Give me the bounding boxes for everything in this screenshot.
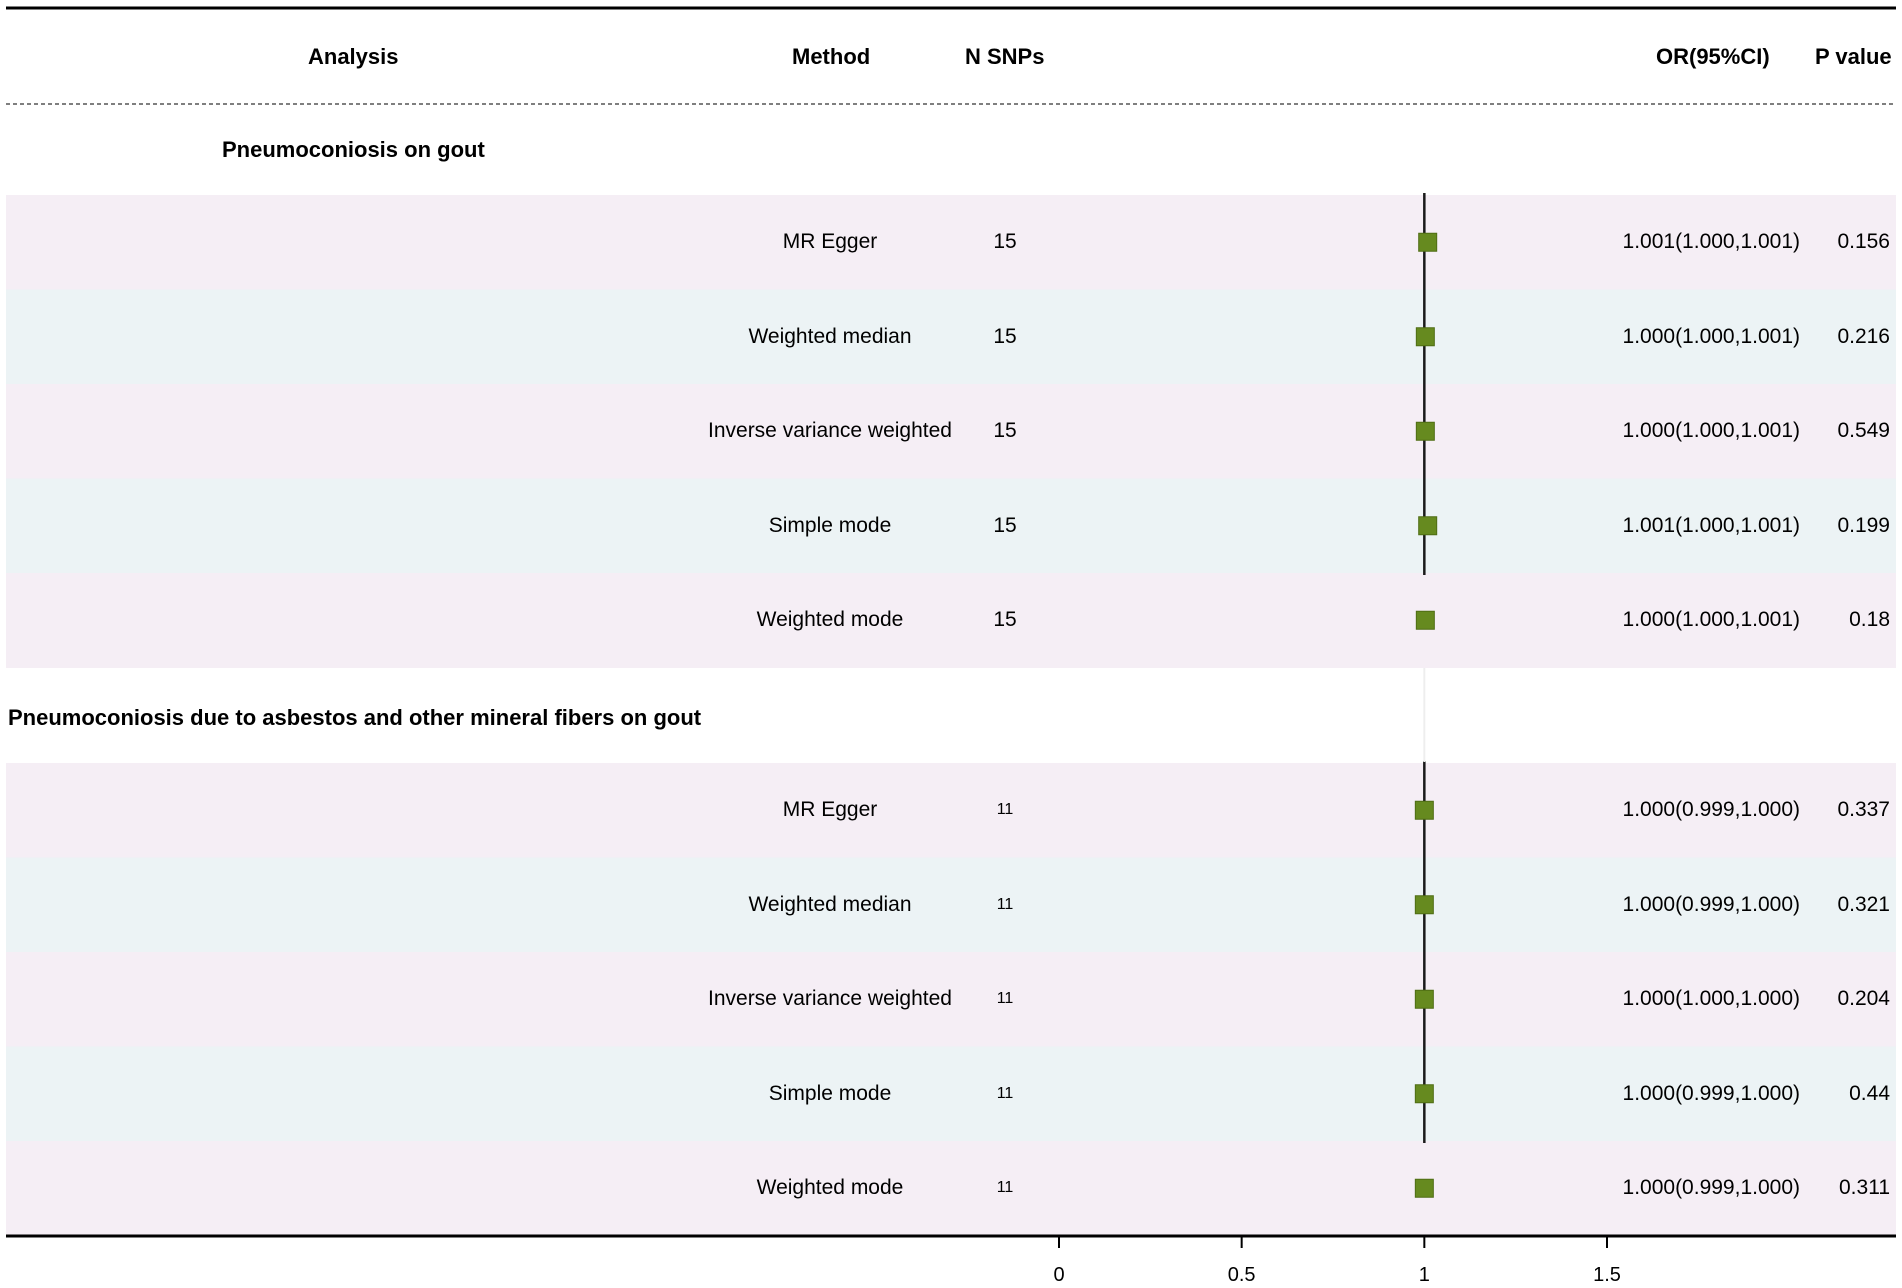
or-ci-cell: 1.001(1.000,1.001) bbox=[1622, 513, 1800, 537]
nsnps-cell: 15 bbox=[993, 513, 1017, 537]
pvalue-cell: 0.18 bbox=[1849, 608, 1890, 632]
or-ci-cell: 1.001(1.000,1.001) bbox=[1622, 230, 1800, 254]
header-method: Method bbox=[792, 44, 871, 69]
pvalue-cell: 0.199 bbox=[1837, 513, 1890, 537]
header-nsnps: N SNPs bbox=[965, 44, 1045, 69]
pvalue-cell: 0.321 bbox=[1837, 892, 1890, 916]
or-marker bbox=[1416, 328, 1434, 346]
or-marker bbox=[1415, 896, 1433, 914]
or-ci-cell: 1.000(0.999,1.000) bbox=[1622, 1176, 1800, 1200]
or-marker bbox=[1415, 1179, 1433, 1197]
method-cell: Weighted median bbox=[748, 324, 912, 348]
method-cell: Weighted median bbox=[748, 892, 912, 916]
nsnps-cell: 15 bbox=[993, 419, 1017, 443]
pvalue-cell: 0.44 bbox=[1849, 1081, 1890, 1105]
group-title: Pneumoconiosis on gout bbox=[222, 137, 485, 162]
method-cell: Weighted mode bbox=[756, 608, 904, 632]
or-ci-cell: 1.000(1.000,1.001) bbox=[1622, 419, 1800, 443]
header-pvalue: P value bbox=[1815, 44, 1892, 69]
nsnps-cell: 11 bbox=[996, 1084, 1014, 1102]
nsnps-cell: 11 bbox=[996, 895, 1014, 913]
pvalue-cell: 0.549 bbox=[1837, 419, 1890, 443]
x-tick-label: 1.5 bbox=[1593, 1264, 1621, 1286]
pvalue-cell: 0.204 bbox=[1837, 987, 1890, 1011]
header-analysis: Analysis bbox=[308, 44, 399, 69]
or-ci-cell: 1.000(0.999,1.000) bbox=[1622, 892, 1800, 916]
x-tick-label: 0.5 bbox=[1227, 1264, 1256, 1286]
pvalue-cell: 0.337 bbox=[1837, 798, 1890, 822]
or-marker bbox=[1419, 517, 1437, 535]
pvalue-cell: 0.311 bbox=[1839, 1176, 1890, 1200]
x-tick-label: 1 bbox=[1418, 1264, 1430, 1286]
method-cell: Inverse variance weighted bbox=[708, 987, 952, 1011]
or-marker bbox=[1415, 801, 1433, 819]
header-or: OR(95%CI) bbox=[1656, 44, 1770, 69]
or-ci-cell: 1.000(1.000,1.000) bbox=[1622, 987, 1800, 1011]
method-cell: MR Egger bbox=[782, 230, 878, 254]
method-cell: MR Egger bbox=[782, 798, 878, 822]
nsnps-cell: 15 bbox=[993, 608, 1017, 632]
nsnps-cell: 15 bbox=[993, 324, 1017, 348]
or-ci-cell: 1.000(0.999,1.000) bbox=[1622, 1081, 1800, 1105]
nsnps-cell: 11 bbox=[996, 990, 1014, 1008]
or-ci-cell: 1.000(1.000,1.001) bbox=[1622, 324, 1800, 348]
method-cell: Weighted mode bbox=[756, 1176, 904, 1200]
pvalue-cell: 0.156 bbox=[1837, 230, 1890, 254]
or-marker bbox=[1419, 233, 1437, 251]
or-marker bbox=[1415, 990, 1433, 1008]
method-cell: Simple mode bbox=[768, 513, 892, 537]
or-marker bbox=[1415, 1085, 1433, 1103]
nsnps-cell: 15 bbox=[993, 230, 1017, 254]
pvalue-cell: 0.216 bbox=[1837, 324, 1890, 348]
x-tick-label: 0 bbox=[1053, 1264, 1065, 1286]
nsnps-cell: 11 bbox=[996, 801, 1014, 819]
nsnps-cell: 11 bbox=[996, 1179, 1014, 1197]
method-cell: Inverse variance weighted bbox=[708, 419, 952, 443]
or-ci-cell: 1.000(0.999,1.000) bbox=[1622, 798, 1800, 822]
or-ci-cell: 1.000(1.000,1.001) bbox=[1622, 608, 1800, 632]
or-marker bbox=[1416, 422, 1434, 440]
or-marker bbox=[1416, 611, 1434, 629]
group-title: Pneumoconiosis due to asbestos and other mineral fibers on gout bbox=[8, 705, 702, 730]
method-cell: Simple mode bbox=[768, 1081, 892, 1105]
